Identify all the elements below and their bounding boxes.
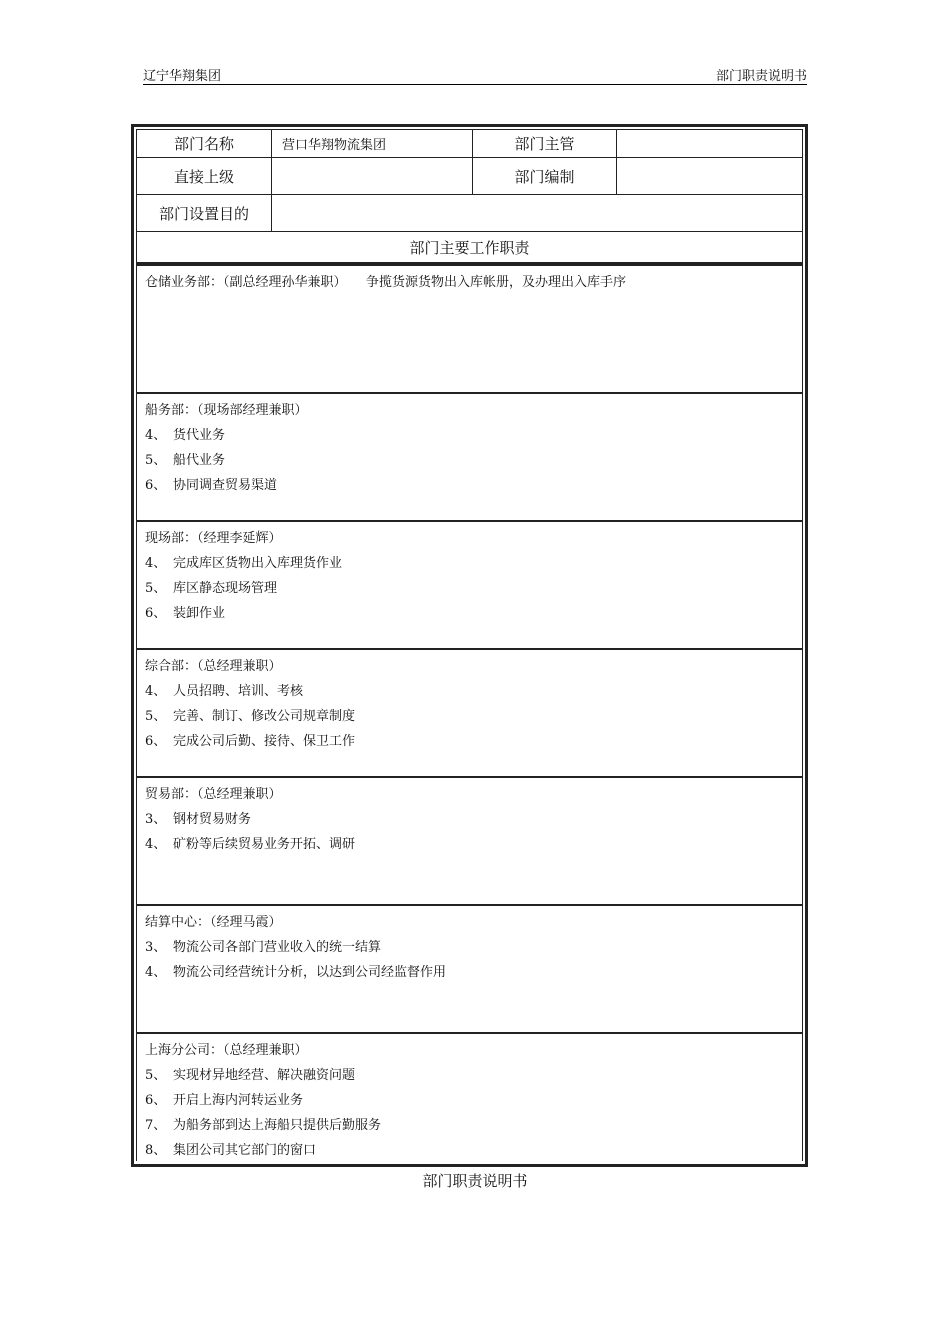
list-item — [145, 935, 794, 960]
item-number: 4、 — [145, 965, 167, 980]
list-item — [145, 832, 794, 857]
section-title: 上海分公司：（总经理兼职） — [145, 1043, 308, 1058]
list-item — [145, 576, 794, 601]
item-text: 物流公司各部门营业收入的统一结算 — [173, 940, 382, 955]
list-item — [145, 1138, 794, 1163]
section-shipping — [136, 392, 803, 520]
item-number: 5、 — [145, 709, 167, 724]
list-item — [145, 448, 794, 473]
section-site — [136, 520, 803, 648]
item-number: 4、 — [145, 837, 167, 852]
item-text: 集团公司其它部门的窗口 — [173, 1143, 317, 1158]
item-number: 6、 — [145, 606, 167, 621]
header-doc-title: 部门职责说明书 — [715, 69, 807, 84]
item-text: 物流公司经营统计分析，以达到公司经监督作用 — [173, 965, 447, 980]
list-item — [145, 473, 794, 498]
item-number: 4、 — [145, 428, 167, 443]
item-text: 钢材贸易财务 — [173, 812, 252, 827]
list-item — [145, 960, 794, 985]
section-title: 仓储业务部：（副总经理孙华兼职） 争揽货源货物出入库帐册，及办理出入库手序 — [145, 275, 627, 290]
list-item — [145, 807, 794, 832]
item-text: 库区静态现场管理 — [173, 581, 278, 596]
list-item — [145, 1088, 794, 1113]
item-text: 完善、制订、修改公司规章制度 — [173, 709, 356, 724]
section-settlement — [136, 904, 803, 1032]
superior-value — [271, 157, 473, 195]
item-number: 4、 — [145, 684, 167, 699]
list-item — [145, 551, 794, 576]
dept-head-value — [616, 129, 803, 158]
header-rule — [143, 84, 807, 85]
item-text: 协同调查贸易渠道 — [173, 478, 278, 493]
section-warehouse — [136, 264, 803, 392]
list-item — [145, 423, 794, 448]
item-text: 装卸作业 — [173, 606, 226, 621]
section-title: 船务部：（现场部经理兼职） — [145, 403, 308, 418]
list-item — [145, 601, 794, 626]
superior-label: 直接上级 — [136, 157, 272, 195]
item-text: 开启上海内河转运业务 — [173, 1093, 304, 1108]
item-text: 人员招聘、培训、考核 — [173, 684, 304, 699]
list-item — [145, 704, 794, 729]
duties-title: 部门主要工作职责 — [136, 231, 803, 264]
section-title: 结算中心：（经理马霞） — [145, 915, 282, 930]
item-number: 3、 — [145, 940, 167, 955]
section-title: 综合部：（总经理兼职） — [145, 659, 282, 674]
item-text: 船代业务 — [173, 453, 226, 468]
item-number: 5、 — [145, 1068, 167, 1083]
section-title: 现场部：（经理李延辉） — [145, 531, 282, 546]
list-item — [145, 679, 794, 704]
section-general — [136, 648, 803, 776]
item-number: 8、 — [145, 1143, 167, 1158]
staffing-value — [616, 157, 803, 195]
page-footer: 部门职责说明书 — [422, 1172, 528, 1190]
item-text: 完成库区货物出入库理货作业 — [173, 556, 343, 571]
item-number: 4、 — [145, 556, 167, 571]
item-number: 6、 — [145, 478, 167, 493]
item-number: 6、 — [145, 734, 167, 749]
header-company: 辽宁华翔集团 — [143, 69, 222, 84]
dept-name-value: 营口华翔物流集团 — [271, 129, 473, 158]
item-text: 矿粉等后续贸易业务开拓、调研 — [173, 837, 356, 852]
item-number: 5、 — [145, 453, 167, 468]
dept-head-label: 部门主管 — [472, 129, 617, 158]
list-item — [145, 1063, 794, 1088]
purpose-label: 部门设置目的 — [136, 194, 272, 232]
item-text: 货代业务 — [173, 428, 226, 443]
section-title: 贸易部：（总经理兼职） — [145, 787, 282, 802]
purpose-value — [271, 194, 803, 232]
staffing-label: 部门编制 — [472, 157, 617, 195]
list-item — [145, 729, 794, 754]
item-number: 5、 — [145, 581, 167, 596]
section-shanghai — [136, 1032, 803, 1161]
item-text: 实现材异地经营、解决融资问题 — [173, 1068, 356, 1083]
section-trade — [136, 776, 803, 904]
dept-name-label: 部门名称 — [136, 129, 272, 158]
list-item — [145, 1113, 794, 1138]
item-text: 为船务部到达上海船只提供后勤服务 — [173, 1118, 382, 1133]
item-number: 7、 — [145, 1118, 167, 1133]
item-number: 6、 — [145, 1093, 167, 1108]
item-text: 完成公司后勤、接待、保卫工作 — [173, 734, 356, 749]
item-number: 3、 — [145, 812, 167, 827]
